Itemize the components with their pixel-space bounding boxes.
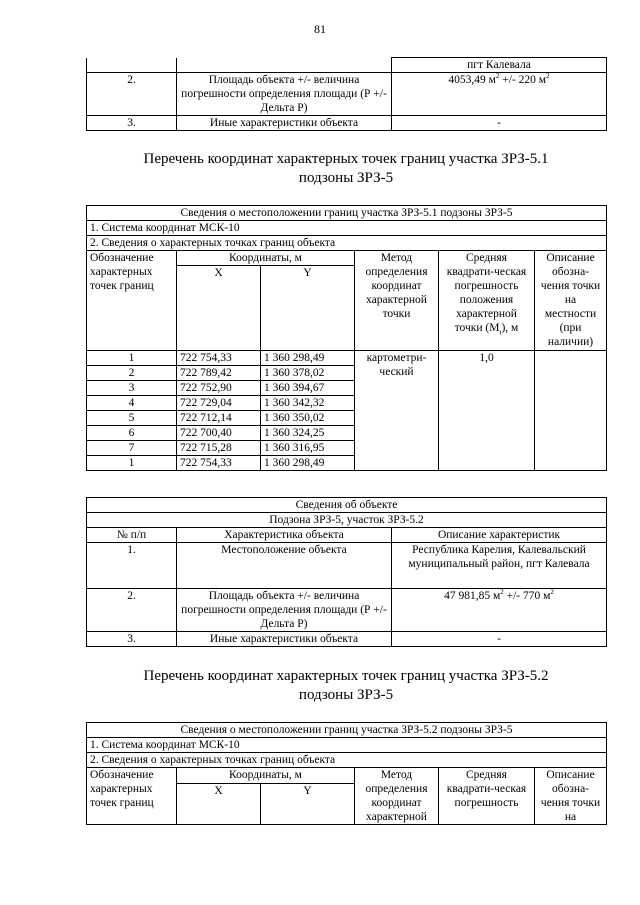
coordinate-y: 1 360 324,25 [261,426,355,441]
coordinate-x: 722 700,40 [177,426,261,441]
table-row [87,351,607,366]
header-description: Описание обозна-чения точки на [535,768,607,825]
header-designation: Обозначение характерных точек границ [87,768,177,825]
object-table-5-2 [86,497,607,647]
heading-line: подзоны ЗРЗ-5 [298,687,394,703]
coordinate-y: 1 360 350,02 [261,411,355,426]
row-number: 2. [87,589,177,632]
coordinate-x: 722 754,33 [177,456,261,471]
coordinate-x: 722 715,28 [177,441,261,456]
header-x: X [177,784,261,825]
coordinate-x: 722 789,42 [177,366,261,381]
coordinate-y: 1 360 342,32 [261,396,355,411]
coordinates-table-5-1 [86,205,607,471]
row-number: 3. [87,632,177,647]
other-value: - [392,632,607,647]
header-error-text: Средняя квадрати-ческая погрешность положения характерной точки $(M_t)$, м [446,252,527,337]
header-error [439,251,535,351]
header-method: Метод определения координат характерной точки [355,251,439,351]
point-label: 1 [87,456,177,471]
coordinate-system: 1. Система координат МСК-10 [87,221,607,236]
characteristic-name: Иные характеристики объекта [177,116,392,131]
page-number: 81 [314,22,326,36]
coordinate-x: 722 754,33 [177,351,261,366]
header-description: Описание обозна-чения точки на местности (при наличии) [535,251,607,351]
header-characteristic: Характеристика объекта [177,528,392,543]
table-title: Сведения об объекте [87,498,607,513]
other-value: - [392,116,607,131]
coordinate-y: 1 360 298,49 [261,351,355,366]
coordinate-x: 722 712,14 [177,411,261,426]
method-value: картометри-ческий [355,351,439,471]
area-value [392,73,607,116]
row-number: 1. [87,543,177,589]
object-table-continued [86,57,607,131]
header-x: X [177,266,261,351]
characteristic-name: Площадь объекта +/- величина погрешности определения площади (Р +/- Дельта Р) [177,73,392,116]
point-label: 7 [87,441,177,456]
point-label: 6 [87,426,177,441]
location-value: Республика Карелия, Калевальский муниципальный район, пгт Калевала [392,543,607,589]
coordinate-y: 1 360 316,95 [261,441,355,456]
characteristic-name: Иные характеристики объекта [177,632,392,647]
header-description: Описание характеристик [392,528,607,543]
description-value [535,351,607,471]
table-title: Сведения о местоположении границ участка ЗРЗ-5.2 подзоны ЗРЗ-5 [87,723,607,738]
point-label: 1 [87,351,177,366]
header-designation: Обозначение характерных точек границ [87,251,177,351]
point-label: 5 [87,411,177,426]
table-subtitle: Подзона ЗРЗ-5, участок ЗРЗ-5.2 [87,513,607,528]
table-title: Сведения о местоположении границ участка ЗРЗ-5.1 подзоны ЗРЗ-5 [87,206,607,221]
header-method: Метод определения координат характерной [355,768,439,825]
coordinates-table-5-2 [86,722,607,825]
header-y: Y [261,784,355,825]
coordinate-y: 1 360 298,49 [261,456,355,471]
coordinate-system: 1. Система координат МСК-10 [87,738,607,753]
point-label: 3 [87,381,177,396]
header-y: Y [261,266,355,351]
points-caption: 2. Сведения о характерных точках границ объекта [87,236,607,251]
area-value [392,589,607,632]
heading-line: подзоны ЗРЗ-5 [298,170,394,186]
header-coordinates: Координаты, м [177,251,355,266]
header-number: № п/п [87,528,177,543]
points-caption: 2. Сведения о характерных точках границ объекта [87,753,607,768]
area-value-text: 47 981,85 $м^2$ +/- 770 $м^2$ [444,588,554,602]
location-cell-continued: пгт Калевала [392,58,607,73]
row-number: 3. [87,116,177,131]
coordinate-x: 722 752,90 [177,381,261,396]
point-label: 2 [87,366,177,381]
coordinates-rows [87,351,607,471]
section-heading-5-2 [86,667,606,705]
point-label: 4 [87,396,177,411]
row-number: 2. [87,73,177,116]
coordinate-x: 722 729,04 [177,396,261,411]
error-value: 1,0 [439,351,535,471]
header-coordinates: Координаты, м [177,768,355,784]
coordinate-y: 1 360 378,02 [261,366,355,381]
header-error: Средняя квадрати-ческая погрешность [439,768,535,825]
characteristic-name: Площадь объекта +/- величина погрешности определения площади (Р +/- Дельта Р) [177,589,392,632]
area-value-text: 4053,49 $м^2$ +/- 220 $м^2$ [448,72,550,86]
coordinate-y: 1 360 394,67 [261,381,355,396]
section-heading-5-1 [86,150,606,188]
characteristic-name: Местоположение объекта [177,543,392,589]
heading-line: Перечень координат характерных точек границ участка ЗРЗ-5.2 [143,668,549,684]
heading-line: Перечень координат характерных точек границ участка ЗРЗ-5.1 [143,151,549,167]
